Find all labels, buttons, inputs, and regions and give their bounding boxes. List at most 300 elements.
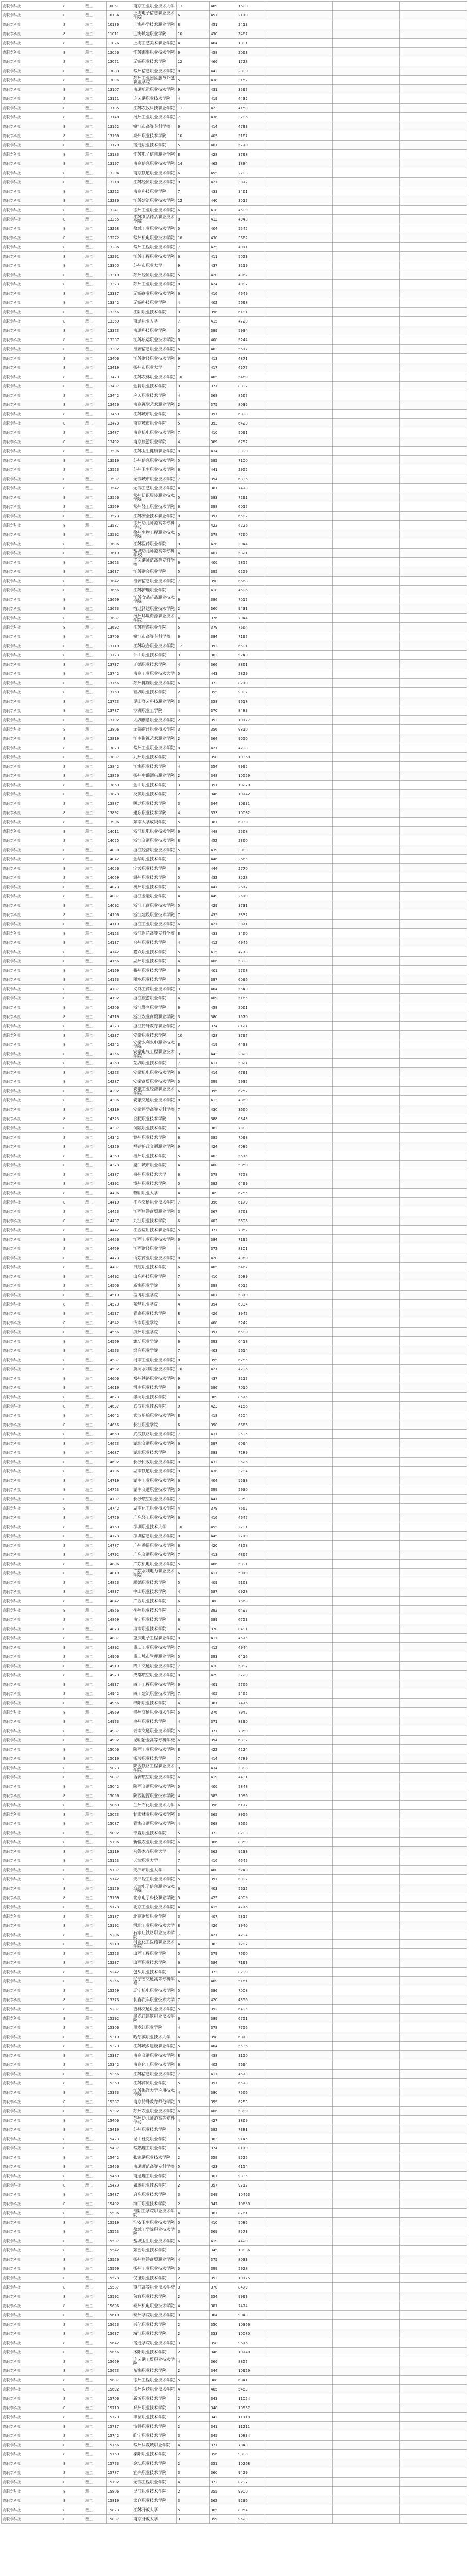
cell-batch: 理工 xyxy=(84,2014,107,2023)
cell-plan: 2 xyxy=(177,604,210,614)
cell-rank: 4948 xyxy=(237,215,265,224)
empty-cell xyxy=(265,651,333,660)
table-row xyxy=(2,1884,467,1893)
empty-cell xyxy=(265,317,333,326)
cell-batch: 理工 xyxy=(84,2413,107,2422)
cell-code: 13419 xyxy=(107,363,132,372)
cell-plan: 7 xyxy=(177,1550,210,1560)
cell-code: 15419 xyxy=(107,2125,132,2134)
cell-type: 高职专科批 xyxy=(2,502,62,512)
cell-min: 416 xyxy=(210,1513,237,1522)
empty-cell xyxy=(400,1328,467,1337)
cell-min: 437 xyxy=(210,261,237,270)
cell-name: 硅湖职业技术学院 xyxy=(132,688,177,697)
cell-min: 436 xyxy=(210,1467,237,1476)
cell-type: 高职专科批 xyxy=(2,484,62,493)
cell-name: 上海科学技术职业学院 xyxy=(132,20,177,29)
cell-plan: 6 xyxy=(177,2107,210,2116)
cell-type: 高职专科批 xyxy=(2,1458,62,1467)
cell-code: 13506 xyxy=(107,447,132,456)
table-row xyxy=(2,2505,467,2515)
cell-type: 高职专科批 xyxy=(2,1430,62,1439)
cell-type: 高职专科批 xyxy=(2,187,62,196)
cell-batch: 理工 xyxy=(84,1031,107,1040)
cell-code: 15256 xyxy=(107,1977,132,1986)
cell-seq: 8 xyxy=(62,428,84,437)
empty-cell xyxy=(333,762,400,771)
table-row xyxy=(2,1253,467,1263)
cell-name: 苏州幼儿师范高等专科学校 xyxy=(132,2116,177,2125)
cell-rank: 4156 xyxy=(237,1402,265,1411)
empty-cell xyxy=(265,1281,333,1291)
cell-type: 高职专科批 xyxy=(2,994,62,1003)
cell-code: 14842 xyxy=(107,1597,132,1606)
cell-plan: 6 xyxy=(177,1615,210,1624)
empty-cell xyxy=(400,762,467,771)
empty-cell xyxy=(400,929,467,938)
cell-rank: 10834 xyxy=(237,2431,265,2441)
cell-code: 14619 xyxy=(107,1383,132,1393)
cell-name: 金肯职业技术学院 xyxy=(132,382,177,391)
empty-cell xyxy=(400,2478,467,2487)
cell-code: 10134 xyxy=(107,11,132,20)
cell-type: 高职专科批 xyxy=(2,2487,62,2496)
cell-code: 13272 xyxy=(107,233,132,243)
empty-cell xyxy=(333,2088,400,2097)
cell-type: 高职专科批 xyxy=(2,743,62,753)
cell-code: 14656 xyxy=(107,1420,132,1430)
cell-rank: 6582 xyxy=(237,512,265,521)
cell-batch: 理工 xyxy=(84,781,107,790)
cell-type: 高职专科批 xyxy=(2,845,62,855)
table-row xyxy=(2,1458,467,1467)
cell-batch: 理工 xyxy=(84,1624,107,1634)
cell-plan: 4 xyxy=(177,1903,210,1912)
empty-cell xyxy=(265,1532,333,1541)
empty-cell xyxy=(400,2116,467,2125)
cell-rank: 5021 xyxy=(237,1059,265,1068)
cell-type: 高职专科批 xyxy=(2,521,62,530)
table-row xyxy=(2,2376,467,2385)
cell-plan: 5 xyxy=(177,1485,210,1495)
cell-name: 扬州环境资源职业技术学院 xyxy=(132,614,177,623)
cell-code: 14919 xyxy=(107,1662,132,1671)
cell-type: 高职专科批 xyxy=(2,1068,62,1077)
cell-plan: 4 xyxy=(177,1699,210,1708)
empty-cell xyxy=(400,1383,467,1393)
cell-rank: 8479 xyxy=(237,2283,265,2292)
cell-batch: 理工 xyxy=(84,1049,107,1059)
cell-rank: 2617 xyxy=(237,883,265,892)
cell-batch: 理工 xyxy=(84,771,107,781)
empty-cell xyxy=(333,243,400,252)
cell-type: 高职专科批 xyxy=(2,2032,62,2042)
cell-name: 沭阳职业技术学院 xyxy=(132,2348,177,2357)
empty-cell xyxy=(265,1847,333,1856)
cell-name: 广东轻工职业技术学院 xyxy=(132,1513,177,1522)
cell-type: 高职专科批 xyxy=(2,447,62,456)
cell-seq: 8 xyxy=(62,734,84,743)
cell-name: 杨凌职业技术学院 xyxy=(132,1754,177,1764)
cell-name: 青岛职业技术学院 xyxy=(132,1309,177,1318)
cell-batch: 理工 xyxy=(84,2042,107,2051)
cell-name: 安徽商贸职业技术学院 xyxy=(132,1077,177,1087)
empty-cell xyxy=(265,1439,333,1448)
cell-plan: 10 xyxy=(177,131,210,141)
cell-seq: 8 xyxy=(62,20,84,29)
empty-cell xyxy=(265,2107,333,2116)
empty-cell xyxy=(400,845,467,855)
cell-min: 434 xyxy=(210,447,237,456)
cell-plan: 8 xyxy=(177,1253,210,1263)
cell-code: 14537 xyxy=(107,1309,132,1318)
table-row xyxy=(2,502,467,512)
cell-min: 386 xyxy=(210,595,237,604)
table-row xyxy=(2,1235,467,1244)
empty-cell xyxy=(333,1003,400,1012)
cell-rank: 6416 xyxy=(237,1652,265,1662)
cell-seq: 8 xyxy=(62,1717,84,1726)
cell-seq: 8 xyxy=(62,1921,84,1930)
cell-min: 375 xyxy=(210,2255,237,2264)
empty-cell xyxy=(400,716,467,725)
cell-plan: 7 xyxy=(177,1606,210,1615)
cell-plan: 3 xyxy=(177,781,210,790)
table-row xyxy=(2,456,467,465)
table-row xyxy=(2,428,467,437)
empty-cell xyxy=(333,577,400,586)
cell-code: 13619 xyxy=(107,549,132,558)
cell-name: 北京工业职业技术学院 xyxy=(132,1903,177,1912)
cell-code: 15337 xyxy=(107,2051,132,2060)
table-row xyxy=(2,2032,467,2042)
empty-cell xyxy=(400,864,467,873)
cell-seq: 8 xyxy=(62,2292,84,2301)
cell-name: 常州纺织服装职业技术学院 xyxy=(132,493,177,502)
empty-cell xyxy=(400,549,467,558)
empty-cell xyxy=(265,808,333,818)
cell-min: 368 xyxy=(210,391,237,400)
cell-batch: 理工 xyxy=(84,836,107,845)
cell-type: 高职专科批 xyxy=(2,76,62,85)
cell-name: 建东职业技术学院 xyxy=(132,808,177,818)
empty-cell xyxy=(400,1773,467,1782)
cell-seq: 8 xyxy=(62,725,84,734)
empty-cell xyxy=(265,1198,333,1207)
cell-min: 392 xyxy=(210,1606,237,1615)
cell-code: 15369 xyxy=(107,2079,132,2088)
empty-cell xyxy=(400,159,467,168)
table-row xyxy=(2,669,467,679)
empty-cell xyxy=(333,1448,400,1458)
cell-type: 高职专科批 xyxy=(2,2366,62,2376)
cell-min: 412 xyxy=(210,215,237,224)
cell-min: 412 xyxy=(210,1643,237,1652)
cell-seq: 8 xyxy=(62,1754,84,1764)
empty-cell xyxy=(400,2088,467,2097)
cell-type: 高职专科批 xyxy=(2,957,62,966)
cell-type: 高职专科批 xyxy=(2,1680,62,1689)
cell-plan: 6 xyxy=(177,1216,210,1226)
cell-min: 381 xyxy=(210,484,237,493)
cell-code: 14823 xyxy=(107,1578,132,1587)
empty-cell xyxy=(265,2181,333,2190)
cell-batch: 理工 xyxy=(84,1309,107,1318)
cell-type: 高职专科批 xyxy=(2,771,62,781)
cell-seq: 8 xyxy=(62,354,84,363)
cell-plan: 8 xyxy=(177,1921,210,1930)
cell-batch: 理工 xyxy=(84,901,107,910)
table-row xyxy=(2,1754,467,1764)
empty-cell xyxy=(400,827,467,836)
cell-code: 15319 xyxy=(107,2032,132,2042)
empty-cell xyxy=(333,623,400,632)
empty-cell xyxy=(400,604,467,614)
cell-name: 仪征职业技术学院 xyxy=(132,2274,177,2283)
cell-type: 高职专科批 xyxy=(2,1346,62,1355)
table-row xyxy=(2,1272,467,1281)
cell-type: 高职专科批 xyxy=(2,2283,62,2292)
empty-cell xyxy=(400,632,467,641)
cell-min: 462 xyxy=(210,159,237,168)
empty-cell xyxy=(333,781,400,790)
cell-seq: 8 xyxy=(62,57,84,66)
cell-type: 高职专科批 xyxy=(2,530,62,539)
table-row xyxy=(2,76,467,85)
cell-rank: 2719 xyxy=(237,1532,265,1541)
cell-seq: 8 xyxy=(62,966,84,975)
cell-name: 扬州中瑞酒店职业学院 xyxy=(132,771,177,781)
cell-type: 高职专科批 xyxy=(2,1374,62,1383)
table-row xyxy=(2,317,467,326)
empty-cell xyxy=(265,289,333,298)
cell-type: 高职专科批 xyxy=(2,1485,62,1495)
cell-batch: 理工 xyxy=(84,1430,107,1439)
empty-cell xyxy=(333,122,400,131)
empty-cell xyxy=(400,2023,467,2032)
empty-cell xyxy=(333,883,400,892)
cell-seq: 8 xyxy=(62,892,84,901)
empty-cell xyxy=(333,1884,400,1893)
cell-min: 353 xyxy=(210,808,237,818)
cell-type: 高职专科批 xyxy=(2,2005,62,2014)
cell-rank: 9236 xyxy=(237,2496,265,2505)
cell-rank: 5023 xyxy=(237,252,265,261)
cell-code: 14423 xyxy=(107,1207,132,1216)
cell-name: 睢宁职业技术学院 xyxy=(132,2431,177,2441)
table-row xyxy=(2,2274,467,2283)
cell-batch: 理工 xyxy=(84,1884,107,1893)
empty-cell xyxy=(333,1652,400,1662)
empty-cell xyxy=(333,2376,400,2385)
cell-batch: 理工 xyxy=(84,2070,107,2079)
cell-name: 重庆工业职业技术学院 xyxy=(132,1643,177,1652)
cell-type: 高职专科批 xyxy=(2,2385,62,2394)
empty-cell xyxy=(265,595,333,604)
cell-plan: 7 xyxy=(177,910,210,920)
empty-cell xyxy=(265,2005,333,2014)
cell-rank: 2568 xyxy=(237,827,265,836)
empty-cell xyxy=(333,2014,400,2023)
cell-plan: 5 xyxy=(177,1328,210,1337)
cell-batch: 理工 xyxy=(84,113,107,122)
table-row xyxy=(2,243,467,252)
cell-min: 420 xyxy=(210,270,237,280)
table-row xyxy=(2,1077,467,1087)
cell-min: 385 xyxy=(210,1133,237,1142)
cell-rank: 6841 xyxy=(237,2376,265,2385)
table-row xyxy=(2,595,467,604)
cell-name: 江西旅游商贸职业学院 xyxy=(132,1207,177,1216)
empty-cell xyxy=(265,270,333,280)
empty-cell xyxy=(265,233,333,243)
empty-cell xyxy=(333,1550,400,1560)
cell-type: 高职专科批 xyxy=(2,1977,62,1986)
empty-cell xyxy=(265,706,333,716)
cell-name: 常州科教城职业学院 xyxy=(132,2441,177,2450)
cell-min: 419 xyxy=(210,2236,237,2246)
cell-batch: 理工 xyxy=(84,1615,107,1624)
empty-cell xyxy=(333,1560,400,1569)
cell-seq: 8 xyxy=(62,1040,84,1049)
cell-code: 14237 xyxy=(107,1031,132,1040)
cell-code: 15056 xyxy=(107,1791,132,1801)
empty-cell xyxy=(265,558,333,567)
cell-min: 397 xyxy=(210,410,237,419)
cell-name: 深圳信息职业技术学院 xyxy=(132,1532,177,1541)
cell-code: 13305 xyxy=(107,261,132,270)
cell-code: 15706 xyxy=(107,2394,132,2403)
table-row xyxy=(2,2468,467,2478)
cell-code: 13406 xyxy=(107,354,132,363)
cell-rank: 3731 xyxy=(237,901,265,910)
cell-rank: 10366 xyxy=(237,2320,265,2329)
cell-code: 14723 xyxy=(107,1485,132,1495)
cell-type: 高职专科批 xyxy=(2,2,62,11)
cell-min: 400 xyxy=(210,558,237,567)
cell-type: 高职专科批 xyxy=(2,1133,62,1142)
table-row xyxy=(2,1838,467,1847)
cell-type: 高职专科批 xyxy=(2,206,62,215)
cell-type: 高职专科批 xyxy=(2,2236,62,2246)
empty-cell xyxy=(265,1652,333,1662)
cell-type: 高职专科批 xyxy=(2,298,62,308)
cell-seq: 8 xyxy=(62,345,84,354)
empty-cell xyxy=(400,2144,467,2153)
table-row xyxy=(2,2218,467,2227)
cell-min: 416 xyxy=(210,1856,237,1866)
cell-name: 镇江高等职业技术学校 xyxy=(132,2283,177,2292)
cell-name: 江苏食品药品职业技术学院 xyxy=(132,595,177,604)
cell-rank: 7478 xyxy=(237,484,265,493)
cell-seq: 8 xyxy=(62,1346,84,1355)
cell-batch: 理工 xyxy=(84,864,107,873)
cell-plan: 6 xyxy=(177,1958,210,1968)
cell-plan: 6 xyxy=(177,558,210,567)
table-row xyxy=(2,391,467,400)
table-row xyxy=(2,530,467,539)
cell-name: 铜陵职业技术学院 xyxy=(132,1124,177,1133)
empty-cell xyxy=(265,1430,333,1439)
empty-cell xyxy=(333,1087,400,1096)
cell-plan: 3 xyxy=(177,2283,210,2292)
cell-type: 高职专科批 xyxy=(2,1643,62,1652)
cell-plan: 5 xyxy=(177,1652,210,1662)
cell-plan: 8 xyxy=(177,335,210,345)
cell-code: 14038 xyxy=(107,845,132,855)
table-row xyxy=(2,753,467,762)
cell-plan: 3 xyxy=(177,2227,210,2236)
cell-code: 13337 xyxy=(107,289,132,298)
cell-batch: 理工 xyxy=(84,1124,107,1133)
cell-rank: 3017 xyxy=(237,196,265,206)
empty-cell xyxy=(400,1995,467,2005)
table-row xyxy=(2,1049,467,1059)
cell-batch: 理工 xyxy=(84,502,107,512)
cell-batch: 理工 xyxy=(84,1736,107,1745)
cell-min: 441 xyxy=(210,1495,237,1504)
cell-code: 13152 xyxy=(107,122,132,131)
empty-cell xyxy=(400,938,467,947)
cell-code: 13837 xyxy=(107,753,132,762)
cell-plan: 4 xyxy=(177,2144,210,2153)
cell-type: 高职专科批 xyxy=(2,2459,62,2468)
empty-cell xyxy=(333,391,400,400)
empty-cell xyxy=(400,2468,467,2478)
cell-code: 14787 xyxy=(107,1541,132,1550)
cell-plan: 4 xyxy=(177,660,210,669)
cell-batch: 理工 xyxy=(84,1764,107,1773)
empty-cell xyxy=(333,836,400,845)
table-row xyxy=(2,1541,467,1550)
cell-batch: 理工 xyxy=(84,2338,107,2348)
cell-min: 409 xyxy=(210,994,237,1003)
cell-name: 江苏信息职业技术学院 xyxy=(132,2070,177,2079)
cell-rank: 9712 xyxy=(237,2181,265,2190)
cell-type: 高职专科批 xyxy=(2,1291,62,1300)
cell-batch: 理工 xyxy=(84,1263,107,1272)
cell-min: 421 xyxy=(210,1365,237,1374)
cell-code: 15819 xyxy=(107,2496,132,2505)
empty-cell xyxy=(333,2023,400,2032)
cell-type: 高职专科批 xyxy=(2,400,62,410)
table-row xyxy=(2,2441,467,2450)
cell-batch: 理工 xyxy=(84,2274,107,2283)
cell-type: 高职专科批 xyxy=(2,1087,62,1096)
cell-type: 高职专科批 xyxy=(2,159,62,168)
empty-cell xyxy=(333,725,400,734)
cell-code: 13236 xyxy=(107,196,132,206)
empty-cell xyxy=(400,1893,467,1903)
cell-min: 408 xyxy=(210,1318,237,1328)
cell-code: 14642 xyxy=(107,1411,132,1420)
empty-cell xyxy=(265,1856,333,1866)
cell-plan: 7 xyxy=(177,1754,210,1764)
empty-cell xyxy=(265,2134,333,2144)
empty-cell xyxy=(400,957,467,966)
cell-plan: 4 xyxy=(177,2357,210,2366)
cell-rank: 10929 xyxy=(237,2366,265,2376)
cell-plan: 4 xyxy=(177,391,210,400)
cell-plan: 6 xyxy=(177,1439,210,1448)
cell-rank: 5240 xyxy=(237,1866,265,1875)
cell-plan: 6 xyxy=(177,48,210,57)
cell-type: 高职专科批 xyxy=(2,1587,62,1597)
cell-code: 13542 xyxy=(107,484,132,493)
cell-rank: 10836 xyxy=(237,2246,265,2255)
cell-name: 九州职业技术学院 xyxy=(132,753,177,762)
empty-cell xyxy=(265,1142,333,1151)
